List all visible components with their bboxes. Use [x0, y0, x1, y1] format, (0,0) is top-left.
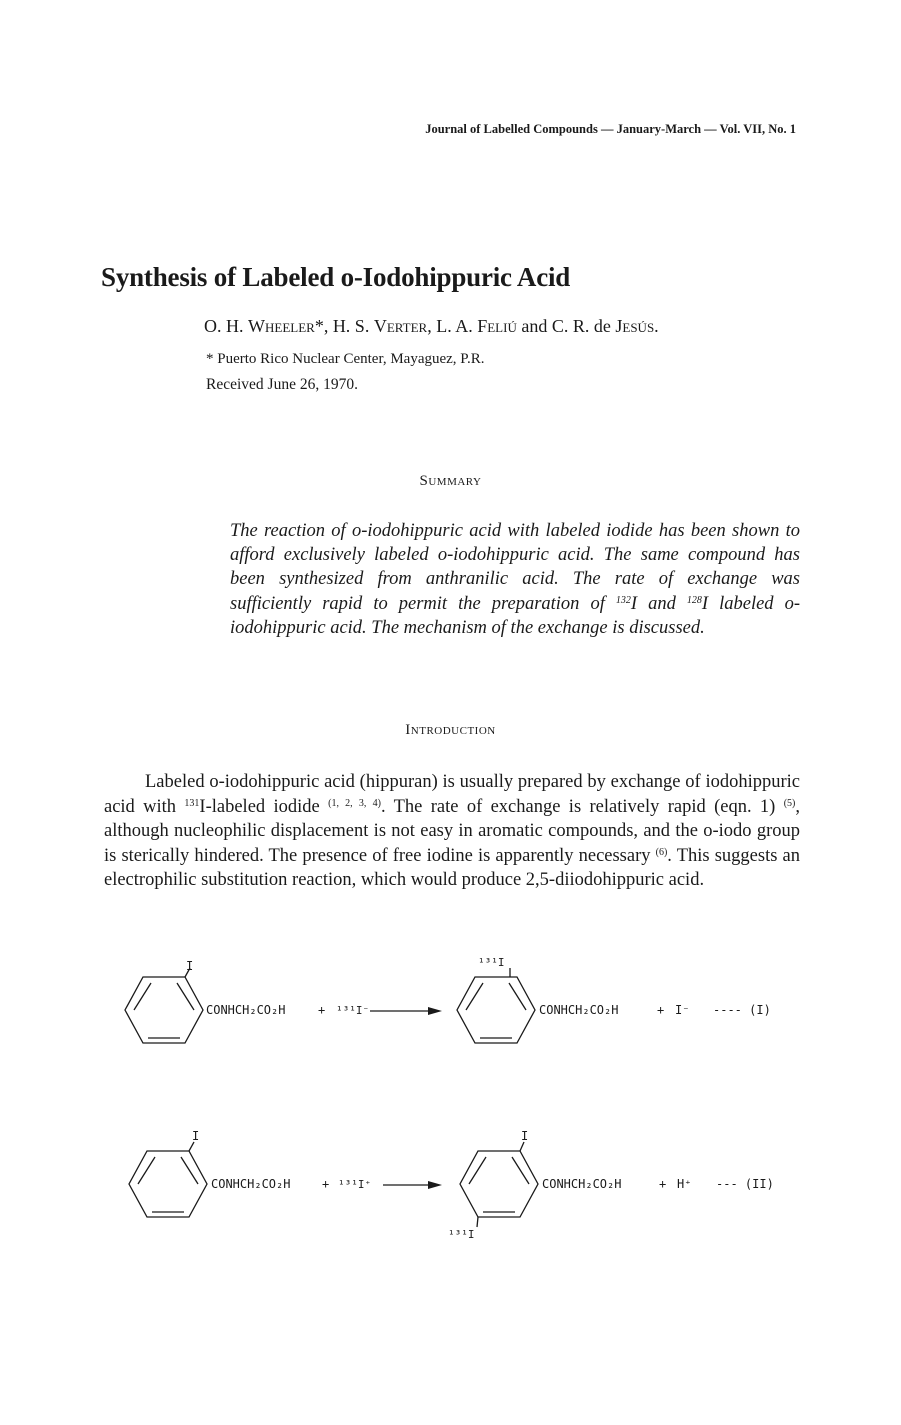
plus-sign: + [322, 1177, 330, 1191]
author-separator: , [427, 316, 437, 336]
summary-text-part: The reaction of o-iodohippuric acid with labeled iodide has been shown to afford exclusively labeled o-iodohippuric acid. The same compound has been synthesized from anthranilic acid. The rate of exchange was sufficiently rapid to permit the preparation of [230, 521, 800, 614]
plus-sign: + [659, 1177, 667, 1191]
equation-2 [129, 1129, 774, 1241]
author-footnote-mark: *, [314, 316, 333, 336]
iodo-substituent: I [192, 1129, 200, 1143]
author-surname: Jesús [615, 316, 655, 336]
equation-number: ---- (I) [713, 1003, 771, 1017]
plus-sign: + [657, 1003, 665, 1017]
author-initials: O. H. [204, 316, 248, 336]
benzene-ring [125, 968, 203, 1043]
reaction-scheme [0, 940, 901, 1260]
intro-text-part: I-labeled iodide [199, 796, 329, 817]
byproduct-proton: H⁺ [677, 1177, 692, 1191]
equation-1 [125, 956, 771, 1043]
summary-text-part: I and [630, 593, 687, 614]
isotope-superscript: 128 [686, 594, 702, 606]
running-head: Journal of Labelled Compounds — January-March — Vol. VII, No. 1 [425, 122, 796, 136]
received-date: Received June 26, 1970. [206, 376, 358, 393]
intro-text-part: Labeled o-iodohippuric acid (hippuran) is usually prepared by exchange of iodohippuric acid with [104, 772, 800, 817]
reagent-iodide: ¹³¹I⁻ [336, 1004, 370, 1017]
author-surname: Feliú [477, 316, 517, 336]
iodo-substituent: I [186, 959, 194, 973]
reaction-arrow [370, 1007, 442, 1015]
author-initials: L. A. [436, 316, 478, 336]
summary-heading: Summary [419, 473, 482, 489]
intro-text-part: . This suggests an electrophilic substitution reaction, which would produce 2,5-diiodohippuric acid. [104, 845, 800, 891]
side-chain-label: CONHCH₂CO₂H [206, 1003, 286, 1017]
labeled-iodo-substituent: ¹³¹I [478, 956, 505, 969]
iodo-substituent: I [521, 1129, 529, 1143]
labeled-iodo-substituent: ¹³¹I [448, 1228, 475, 1241]
summary-text [230, 519, 800, 640]
reagent-iodonium: ¹³¹I⁺ [338, 1178, 372, 1191]
author-initials: C. R. de [551, 316, 616, 336]
isotope-superscript: 132 [615, 594, 631, 606]
author-initials: H. S. [332, 316, 374, 336]
reference-citation: (1, 2, 3, 4) [328, 797, 381, 809]
affiliation: * Puerto Rico Nuclear Center, Mayaguez, P.R. [206, 351, 485, 367]
introduction-heading: Introduction [405, 722, 496, 738]
author-conjunction: and [516, 316, 552, 336]
intro-text-part: , although nucleophilic displacement is not easy in aromatic compounds, and the o-iodo group is sterically hindered. The presence of free iodine is apparently necessary [104, 796, 800, 866]
reference-citation: (6) [655, 846, 668, 858]
equation-number: --- (II) [716, 1177, 774, 1191]
intro-text-part: . The rate of exchange is relatively rapid (eqn. 1) [380, 796, 784, 817]
byproduct-iodide: I⁻ [675, 1003, 690, 1017]
benzene-ring [457, 968, 535, 1043]
benzene-ring [460, 1142, 538, 1227]
introduction-text [104, 770, 800, 893]
author-list [204, 316, 659, 337]
article-title: Synthesis of Labeled o-Iodohippuric Acid [101, 262, 571, 292]
reaction-arrow [383, 1181, 442, 1189]
side-chain-label: CONHCH₂CO₂H [211, 1177, 291, 1191]
author-surname: Wheeler [248, 316, 315, 336]
reference-citation: (5) [783, 797, 796, 809]
author-surname: Verter [373, 316, 428, 336]
benzene-ring [129, 1142, 207, 1217]
side-chain-label: CONHCH₂CO₂H [539, 1003, 619, 1017]
isotope-superscript: 131 [184, 797, 200, 809]
summary-text-part: I labeled o-iodohippuric acid. The mechanism of the exchange is discussed. [230, 593, 800, 638]
side-chain-label: CONHCH₂CO₂H [542, 1177, 622, 1191]
plus-sign: + [318, 1003, 326, 1017]
author-end: . [654, 316, 659, 336]
